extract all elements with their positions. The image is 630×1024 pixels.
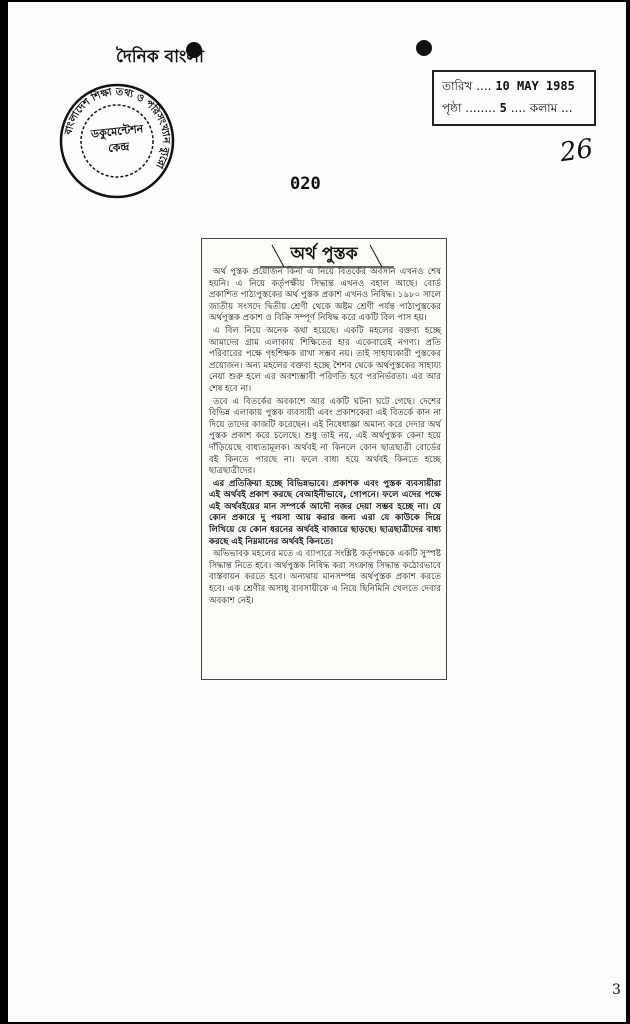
stamp-date-label: তারিখ — [442, 79, 473, 93]
clipping-paragraph: এর প্রতিক্রিয়া হচ্ছে বিভিন্নভাবে। প্রকাশক এবং পুস্তক ব্যবসায়ীরা এই অর্থবই প্রকাশ করছে বেআইনীভাবে, গোপনে। ফলে এদের পক্ষে এই অর্থবইয়ের মান সম্পর্কে আদৌ নজর দেয়া সম্ভব হচ্ছে না। যে কোন প্রকারে দু পয়সা আয় করার জন্য এরা যে কাউকে দিয়ে লিখিয়ে যে কোন ধরনের অর্থবই বাজারে ছাড়ছে। ছাত্রছাত্রীদের বাধ্য করছে এই নিম্নমানের অর্থবই কিনতে। — [209, 478, 441, 547]
stamp-page-value: 5 — [499, 101, 507, 115]
clipping-paragraph: অর্থ পুস্তক প্রয়োজন কিনা এ নিয়ে বিতর্কের অবসান এখনও শেষ হয়নি। এ নিয়ে কর্তৃপক্ষীয় সিদ্ধান্ত এখনও বহাল আছে। বোর্ড প্রকাশিত পাঠ্যপুস্তকের অর্থ পুস্তক প্রকাশ এখনও নিষিদ্ধ। ১৯৮০ সালে জাতীয় সংসদে দ্বিতীয় শ্রেণী থেকে অষ্টম শ্রেণী পর্যন্ত পাঠ্যপুস্তকের অর্থপুস্তক প্রকাশ ও বিক্রি সম্পূর্ণ নিষিদ্ধ করে একটি বিল পাস হয়। — [209, 267, 441, 324]
seal-center-text: ডকুমেন্টেশন কেন্দ্র — [90, 122, 144, 156]
clipping-paragraph: তবে এ বিতর্কের অবকাশে আর একটি ঘটনা ঘটে গেছে। দেশের বিভিন্ন এলাকায় পুস্তক ব্যবসায়ী এবং প্রকাশকেরা এই বিতর্কে কান না দিয়ে তাদের কাজটি করেছেন। এই নিষেধাজ্ঞা অমান্য করে দেদার অর্থ পুস্তক প্রকাশ করে চলেছে। শুধু তাই নয়, এই অর্থপুস্তক কেনা হয়ে দাঁড়িয়েছে বাধ্যতামূলক। অর্থবই না কিনলে কোন ছাত্রছাত্রী বোর্ডের বই কিনতে পারছে না। ফলে বাধ্য হয়ে অর্থবই কিনতে হচ্ছে ছাত্রছাত্রীদের। — [209, 396, 441, 477]
documentation-seal — [58, 82, 176, 200]
page-mark: 3 — [612, 982, 621, 998]
newspaper-clipping — [201, 238, 447, 680]
clipping-paragraph: অভিভাবক মহলের মতে এ ব্যাপারে সংশ্লিষ্ট কর্তৃপক্ষকে একটি সুস্পষ্ট সিদ্ধান্ত নিতে হবে। অর্থপুস্তক নিষিদ্ধ করা সংক্রান্ত সিদ্ধান্ত কঠোরভাবে বাস্তবায়ন করতে হবে। অন্যথায় মানসম্পন্ন অর্থপুস্তক প্রকাশ করতে হবে। এক শ্রেণীর অসাধু ব্যবসায়ীকে এ নিয়ে ছিনিমিনি খেলতে দেবার অবকাশ নেই। — [209, 549, 441, 606]
stamp-date-value: 10 MAY 1985 — [495, 79, 575, 93]
clipping-body — [202, 267, 446, 607]
clipping-title: অর্থ পুস্তক — [290, 244, 358, 264]
handwritten-number: 26 — [558, 133, 596, 169]
archive-page — [8, 2, 626, 1022]
clipping-paragraph: এ বিল নিয়ে অনেক কথা হয়েছে। একটি মহলের বক্তব্য হচ্ছে আমাদের গ্রাম এলাকায় শিক্ষিতের হার একেবারেই নগণ্য। প্রতি পরিবারের পক্ষে গৃহশিক্ষক রাখা সম্ভব নয়। তাই সাহায্যকারী পুস্তকের প্রয়োজন। অন্য মহলের বক্তব্য হচ্ছে শৈশব থেকে অর্থপুস্তকের সাহায্য নেয়া শুরু হলে এর অবশ্যম্ভাবী পরিণতি হবে পরনির্ভরতা। এর আর শেষ হবে না। — [209, 325, 441, 394]
file-number: 020 — [290, 174, 321, 194]
publisher-name: দৈনিক বাংলা — [116, 47, 204, 67]
date-stamp: তারিখ .... 10 MAY 1985 পৃষ্ঠা ........ 5 .... কলাম ... — [432, 70, 596, 126]
punch-hole-right — [416, 40, 432, 56]
stamp-column-label: কলাম — [529, 101, 558, 115]
stamp-page-label: পৃষ্ঠা — [442, 101, 462, 115]
seal-ring-text: বাংলাদেশ শিক্ষা তথ্য ও পরিসংখ্যান ব্যুরো — [63, 86, 172, 170]
clipping-title-block — [202, 243, 446, 265]
